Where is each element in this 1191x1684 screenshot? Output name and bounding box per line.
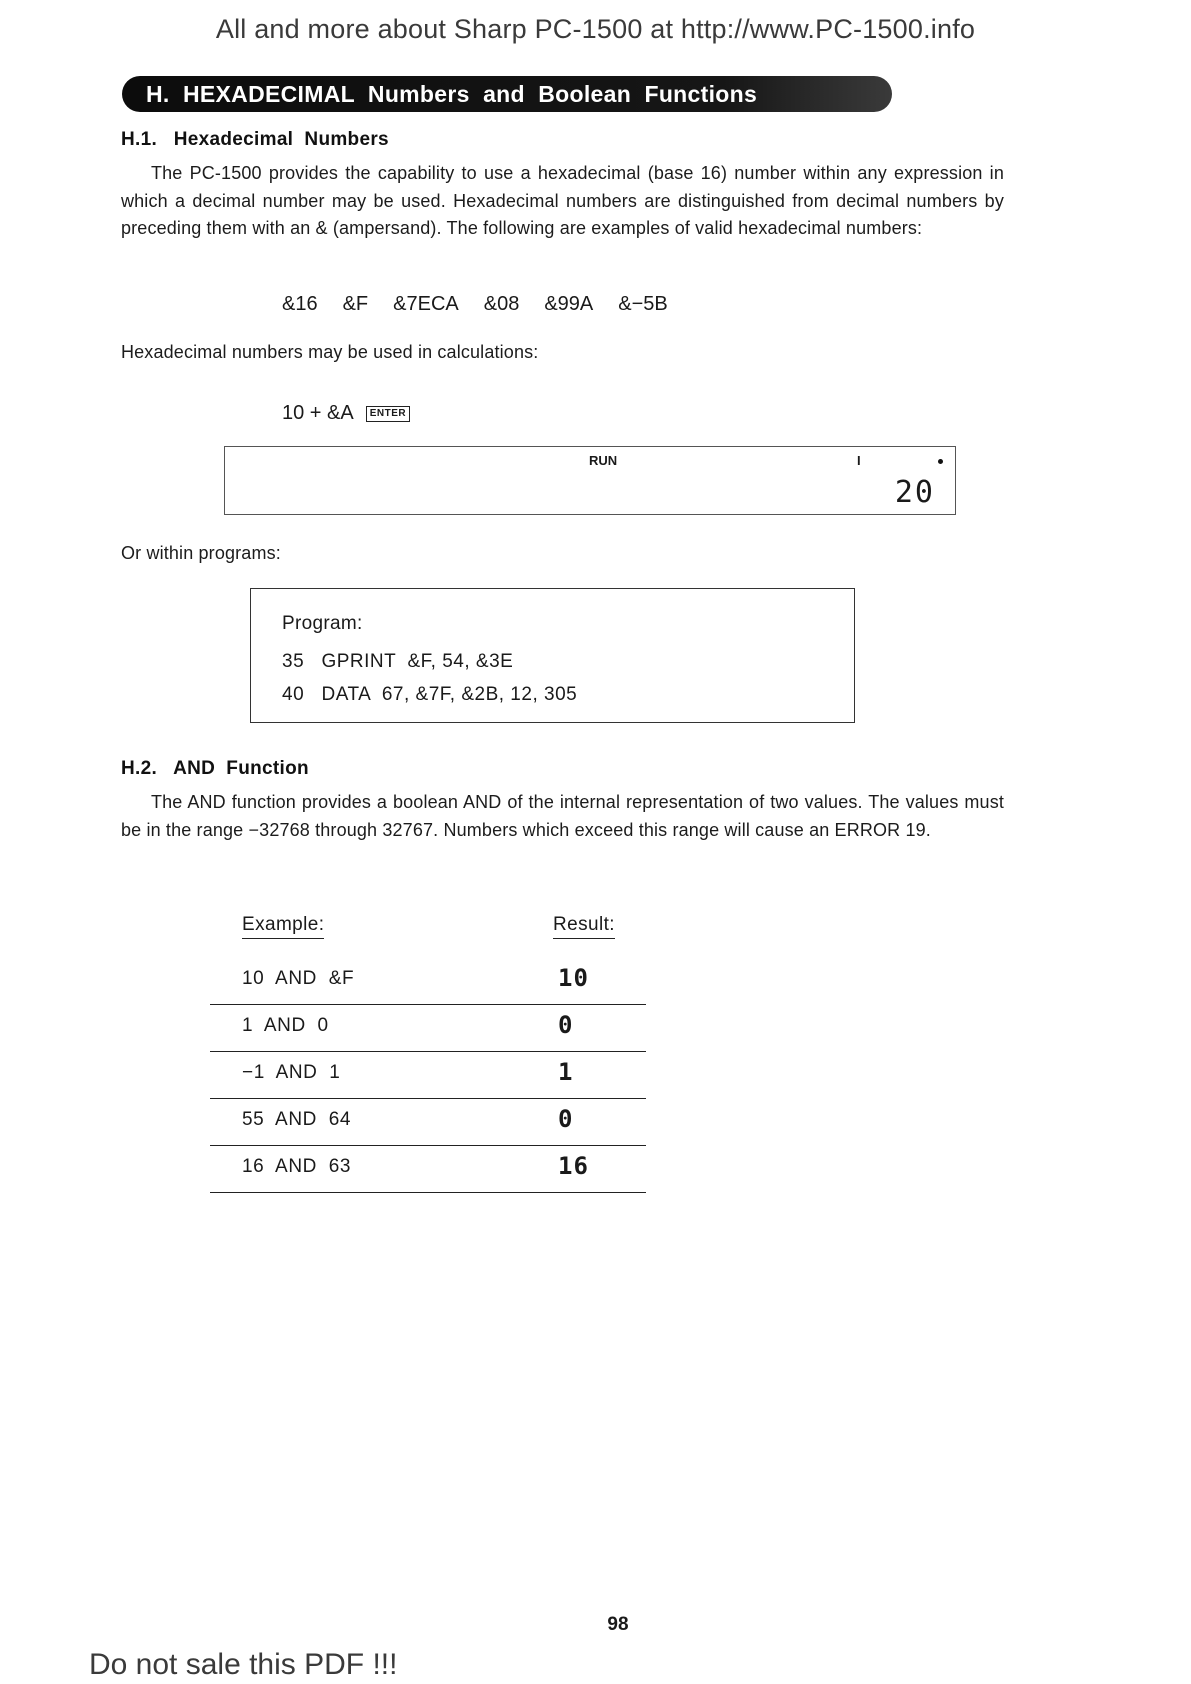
lcd-mode: RUN (589, 453, 618, 468)
row-result: 0 (558, 1011, 574, 1039)
enter-key-icon: ENTER (366, 406, 410, 422)
h2-paragraph-text: The AND function provides a boolean AND of the internal representation of two values. The values must be in the range −32768 through 32767. Numbers which exceed this range will cause an ERROR 19. (121, 792, 1004, 840)
program-listing (250, 588, 855, 723)
program-title: Program: (282, 613, 363, 634)
row-result: 0 (558, 1105, 574, 1133)
table-row (210, 958, 646, 1005)
page-number: 98 (607, 1614, 629, 1635)
lcd-display (224, 446, 956, 515)
section-title: H. HEXADECIMAL Numbers and Boolean Functions (146, 80, 758, 107)
table-header-example: Example: (242, 914, 324, 939)
h1-heading: H.1. Hexadecimal Numbers (121, 129, 389, 150)
h1-paragraph-text: The PC-1500 provides the capability to use a hexadecimal (base 16) number within any expression in which a decimal number may be used. Hexadecimal numbers are distinguished from decimal numbers by preceding them with an & (ampersand). The following are examples of valid hexadecimal numbers: (121, 163, 1004, 238)
programs-intro: Or within programs: (121, 543, 281, 563)
hex-example: &7ECA (393, 293, 459, 315)
line-number: 40 (282, 684, 305, 705)
site-notice: All and more about Sharp PC-1500 at http://www.PC-1500.info (215, 14, 976, 44)
row-example: 16 AND 63 (242, 1156, 352, 1177)
row-result: 16 (558, 1152, 589, 1180)
hex-examples (282, 293, 668, 316)
h2-paragraph (121, 789, 1004, 844)
hex-example: &F (342, 293, 369, 315)
calc-example (282, 402, 410, 425)
table-header-result: Result: (553, 914, 615, 939)
program-line (282, 645, 854, 678)
table-row (210, 1052, 646, 1099)
hex-example: &08 (483, 293, 520, 315)
h2-heading: H.2. AND Function (121, 758, 309, 779)
row-divider (210, 1192, 646, 1193)
table-row (210, 1099, 646, 1146)
lcd-value: 20 (894, 475, 935, 510)
calc-expression: 10 + &A (282, 402, 354, 424)
section-title-banner (122, 76, 892, 112)
hex-example: &16 (282, 293, 318, 315)
line-number: 35 (282, 651, 305, 672)
line-code: GPRINT &F, 54, &3E (321, 651, 514, 672)
hex-example: &−5B (618, 293, 668, 315)
lcd-dot-icon (938, 459, 943, 464)
calc-intro: Hexadecimal numbers may be used in calculations: (121, 342, 539, 362)
footer-note: Do not sale this PDF !!! (89, 1648, 398, 1681)
program-line (282, 678, 854, 711)
row-example: 1 AND 0 (242, 1015, 329, 1036)
lcd-indicator: I (857, 453, 861, 468)
line-code: DATA 67, &7F, &2B, 12, 305 (321, 684, 578, 705)
table-row (210, 1005, 646, 1052)
row-result: 1 (558, 1058, 574, 1086)
table-row (210, 1146, 646, 1193)
row-example: −1 AND 1 (242, 1062, 341, 1083)
h1-paragraph (121, 160, 1004, 243)
row-result: 10 (558, 964, 589, 992)
row-example: 55 AND 64 (242, 1109, 352, 1130)
hex-example: &99A (544, 293, 594, 315)
row-example: 10 AND &F (242, 968, 355, 989)
